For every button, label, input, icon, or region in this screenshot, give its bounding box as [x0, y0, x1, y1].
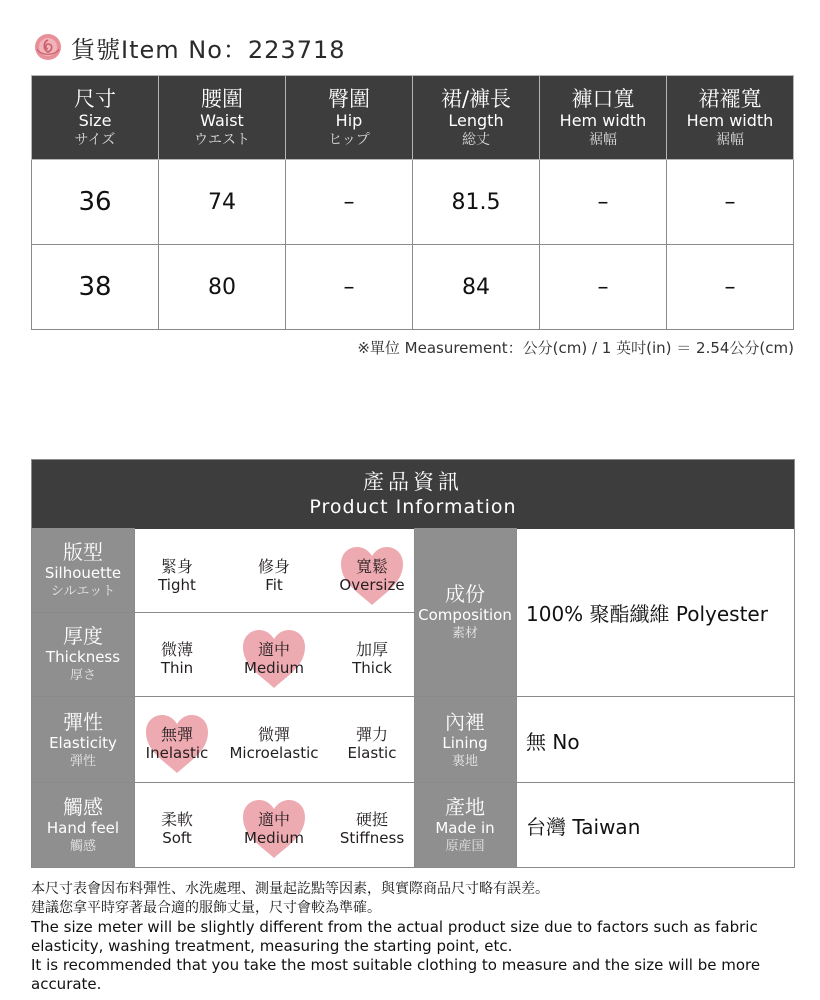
item-number-title: 貨號Item No：223718 — [71, 35, 346, 64]
table-row — [32, 245, 794, 330]
divider — [516, 528, 517, 868]
column-header-waist: 腰圍 Waist ウエスト — [159, 76, 286, 160]
product-info-header — [32, 460, 794, 529]
divider — [32, 612, 414, 613]
option-label-zh: 無彈 — [160, 725, 193, 744]
option-label-en: Thick — [352, 659, 392, 677]
size-table — [31, 75, 794, 330]
option-label-zh: 彈力 — [355, 725, 388, 744]
option-label-zh: 加厚 — [355, 640, 388, 659]
header — [33, 30, 346, 64]
option-inelastic — [131, 725, 223, 762]
label-hand-feel: 觸感 Hand feel 觸感 — [32, 783, 134, 867]
table-cell: 80 — [159, 245, 286, 330]
option-label-zh: 微彈 — [257, 725, 290, 744]
option-medium — [228, 810, 320, 847]
table-cell: 84 — [413, 245, 540, 330]
option-stiffness — [326, 810, 418, 847]
option-label-zh: 修身 — [257, 557, 290, 576]
divider — [32, 782, 794, 783]
column-header-hip: 臀圍 Hip ヒップ — [286, 76, 413, 160]
option-elastic — [326, 725, 418, 762]
column-header-skirt-hem: 裙襬寬 Hem width 裾幅 — [667, 76, 794, 160]
rose-icon — [33, 32, 63, 62]
option-thick — [326, 640, 418, 677]
table-cell: – — [667, 160, 794, 245]
option-microelastic — [228, 725, 320, 762]
footnote-line: 本尺寸表會因布料彈性、水洗處理、測量起訖點等因素，與實際商品尺寸略有誤差。 — [31, 881, 549, 897]
option-soft — [131, 810, 223, 847]
option-label-en: Stiffness — [339, 829, 405, 847]
option-label-en: Oversize — [339, 576, 405, 594]
made-in-value: 台灣 Taiwan — [526, 814, 641, 839]
option-label-zh: 硬挺 — [355, 810, 388, 829]
option-label-en: Fit — [265, 576, 283, 594]
table-cell: 74 — [159, 160, 286, 245]
option-label-en: Medium — [244, 659, 304, 677]
table-cell: – — [286, 160, 413, 245]
label-silhouette: 版型 Silhouette シルエット — [32, 528, 134, 612]
option-fit — [228, 557, 320, 594]
table-cell: – — [286, 245, 413, 330]
footnote-line: It is recommended that you take the most suitable clothing to measure and the size will be more accurate. — [31, 956, 761, 993]
label-lining: 內裡 Lining 裏地 — [414, 697, 516, 783]
option-label-zh: 適中 — [257, 810, 290, 829]
table-cell: – — [667, 245, 794, 330]
label-thickness: 厚度 Thickness 厚さ — [32, 612, 134, 696]
option-label-en: Soft — [162, 829, 192, 847]
divider — [32, 696, 794, 697]
option-label-en: Inelastic — [145, 744, 209, 762]
footnote-line: 建議您拿平時穿著最合適的服飾丈量，尺寸會較為準確。 — [31, 900, 381, 916]
product-info-title-zh: 產品資訊 — [363, 470, 463, 494]
lining-value: 無 No — [526, 729, 580, 754]
table-row — [32, 160, 794, 245]
option-label-zh: 微薄 — [160, 640, 193, 659]
option-label-en: Tight — [158, 576, 196, 594]
option-tight — [131, 557, 223, 594]
option-thin — [131, 640, 223, 677]
option-label-zh: 適中 — [257, 640, 290, 659]
table-cell: 36 — [32, 160, 159, 245]
option-label-en: Microelastic — [229, 744, 319, 762]
product-info-title-en: Product Information — [309, 496, 517, 518]
table-cell: – — [540, 245, 667, 330]
column-header-length: 裙/褲長 Length 総丈 — [413, 76, 540, 160]
label-elasticity: 彈性 Elasticity 弾性 — [32, 697, 134, 783]
table-cell: 38 — [32, 245, 159, 330]
option-label-zh: 寬鬆 — [355, 557, 388, 576]
option-label-zh: 柔軟 — [160, 810, 193, 829]
column-header-pants-hem: 褲口寬 Hem width 裾幅 — [540, 76, 667, 160]
footnote-line: The size meter will be slightly different from the actual product size due to factors such as fabric elasticity, washing treatment, measuring the starting point, etc. — [31, 918, 758, 955]
table-cell: – — [540, 160, 667, 245]
label-made-in: 產地 Made in 原産国 — [414, 783, 516, 867]
column-header-size: 尺寸 Size サイズ — [32, 76, 159, 160]
unit-note: ※單位 Measurement：公分(cm) / 1 英吋(in) ＝ 2.54公分(cm) — [357, 339, 794, 357]
option-label-en: Medium — [244, 829, 304, 847]
option-medium — [228, 640, 320, 677]
size-table-header-row — [32, 76, 794, 160]
table-cell: 81.5 — [413, 160, 540, 245]
option-label-zh: 緊身 — [160, 557, 193, 576]
label-composition: 成份 Composition 素材 — [414, 528, 516, 696]
footnote — [31, 880, 801, 994]
option-oversize — [326, 557, 418, 594]
composition-value: 100% 聚酯纖維 Polyester — [526, 601, 768, 626]
product-info-panel — [31, 459, 795, 868]
option-label-en: Thin — [160, 659, 194, 677]
option-label-en: Elastic — [347, 744, 397, 762]
